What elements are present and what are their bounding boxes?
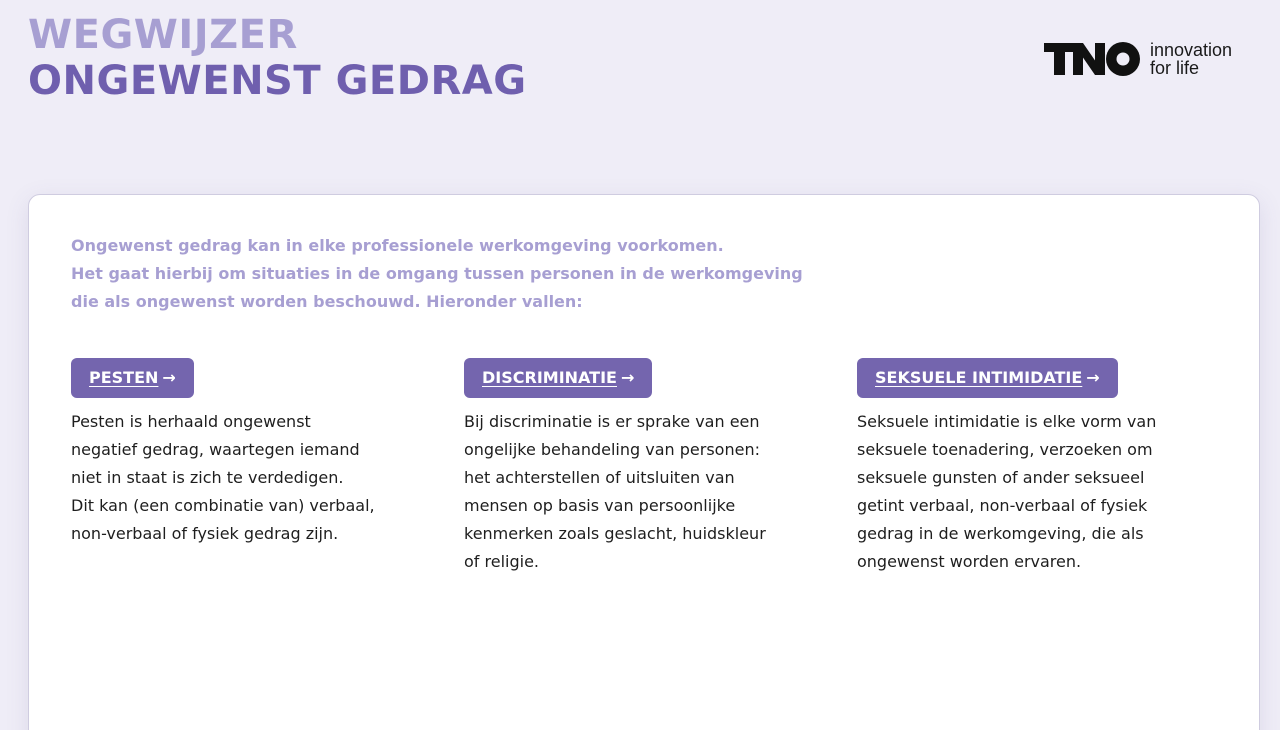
tno-tagline xyxy=(1150,41,1232,77)
column-discriminatie xyxy=(464,358,824,576)
description-line: ongewenst worden ervaren. xyxy=(857,552,1082,571)
arrow-right-icon: → xyxy=(162,368,176,387)
column-pesten xyxy=(71,358,431,548)
description-line: non-verbaal of fysiek gedrag zijn. xyxy=(71,524,339,543)
discriminatie-button[interactable] xyxy=(464,358,652,398)
description-line: niet in staat is zich te verdedigen. xyxy=(71,468,344,487)
content-card xyxy=(28,194,1260,730)
description-line: het achterstellen of uitsluiten van xyxy=(464,468,735,487)
description-line: gedrag in de werkomgeving, die als xyxy=(857,524,1144,543)
page-title-line1: WEGWIJZER xyxy=(28,12,298,58)
description-line: Pesten is herhaald ongewenst xyxy=(71,412,311,431)
description-line: of religie. xyxy=(464,552,539,571)
intro-line: Het gaat hierbij om situaties in de omgang tussen personen in de werkomgeving xyxy=(71,264,803,283)
arrow-right-icon: → xyxy=(620,368,635,387)
page-title-line2: ONGEWENST GEDRAG xyxy=(28,58,527,104)
description-line: Seksuele intimidatie is elke vorm van xyxy=(857,412,1157,431)
seksuele-intimidatie-description xyxy=(857,408,1217,576)
description-line: Bij discriminatie is er sprake van een xyxy=(464,412,760,431)
description-line: seksuele toenadering, verzoeken om xyxy=(857,440,1153,459)
intro-line: Ongewenst gedrag kan in elke professionele werkomgeving voorkomen. xyxy=(71,236,724,255)
discriminatie-button-label: DISCRIMINATIE xyxy=(482,368,617,387)
discriminatie-description xyxy=(464,408,824,576)
seksuele-intimidatie-button[interactable] xyxy=(857,358,1118,398)
tno-logo-mark xyxy=(1044,40,1142,78)
pesten-button-label: PESTEN xyxy=(89,368,159,387)
pesten-description xyxy=(71,408,431,548)
arrow-right-icon: → xyxy=(1086,368,1100,387)
intro-line: die als ongewenst worden beschouwd. Hieronder vallen: xyxy=(71,292,583,311)
seksuele-intimidatie-button-label: SEKSUELE INTIMIDATIE xyxy=(875,368,1083,387)
column-seksuele-intimidatie xyxy=(857,358,1217,576)
tno-tagline-line2: for life xyxy=(1150,58,1200,78)
intro-text xyxy=(71,232,803,316)
description-line: kenmerken zoals geslacht, huidskleur xyxy=(464,524,766,543)
tno-logo xyxy=(1044,40,1232,78)
description-line: mensen op basis van persoonlijke xyxy=(464,496,736,515)
description-line: Dit kan (een combinatie van) verbaal, xyxy=(71,496,375,515)
description-line: negatief gedrag, waartegen iemand xyxy=(71,440,360,459)
description-line: getint verbaal, non-verbaal of fysiek xyxy=(857,496,1148,515)
page-title xyxy=(28,12,527,104)
tno-tagline-line1: innovation xyxy=(1150,40,1233,60)
description-line: ongelijke behandeling van personen: xyxy=(464,440,760,459)
description-line: seksuele gunsten of ander seksueel xyxy=(857,468,1145,487)
pesten-button[interactable] xyxy=(71,358,194,398)
